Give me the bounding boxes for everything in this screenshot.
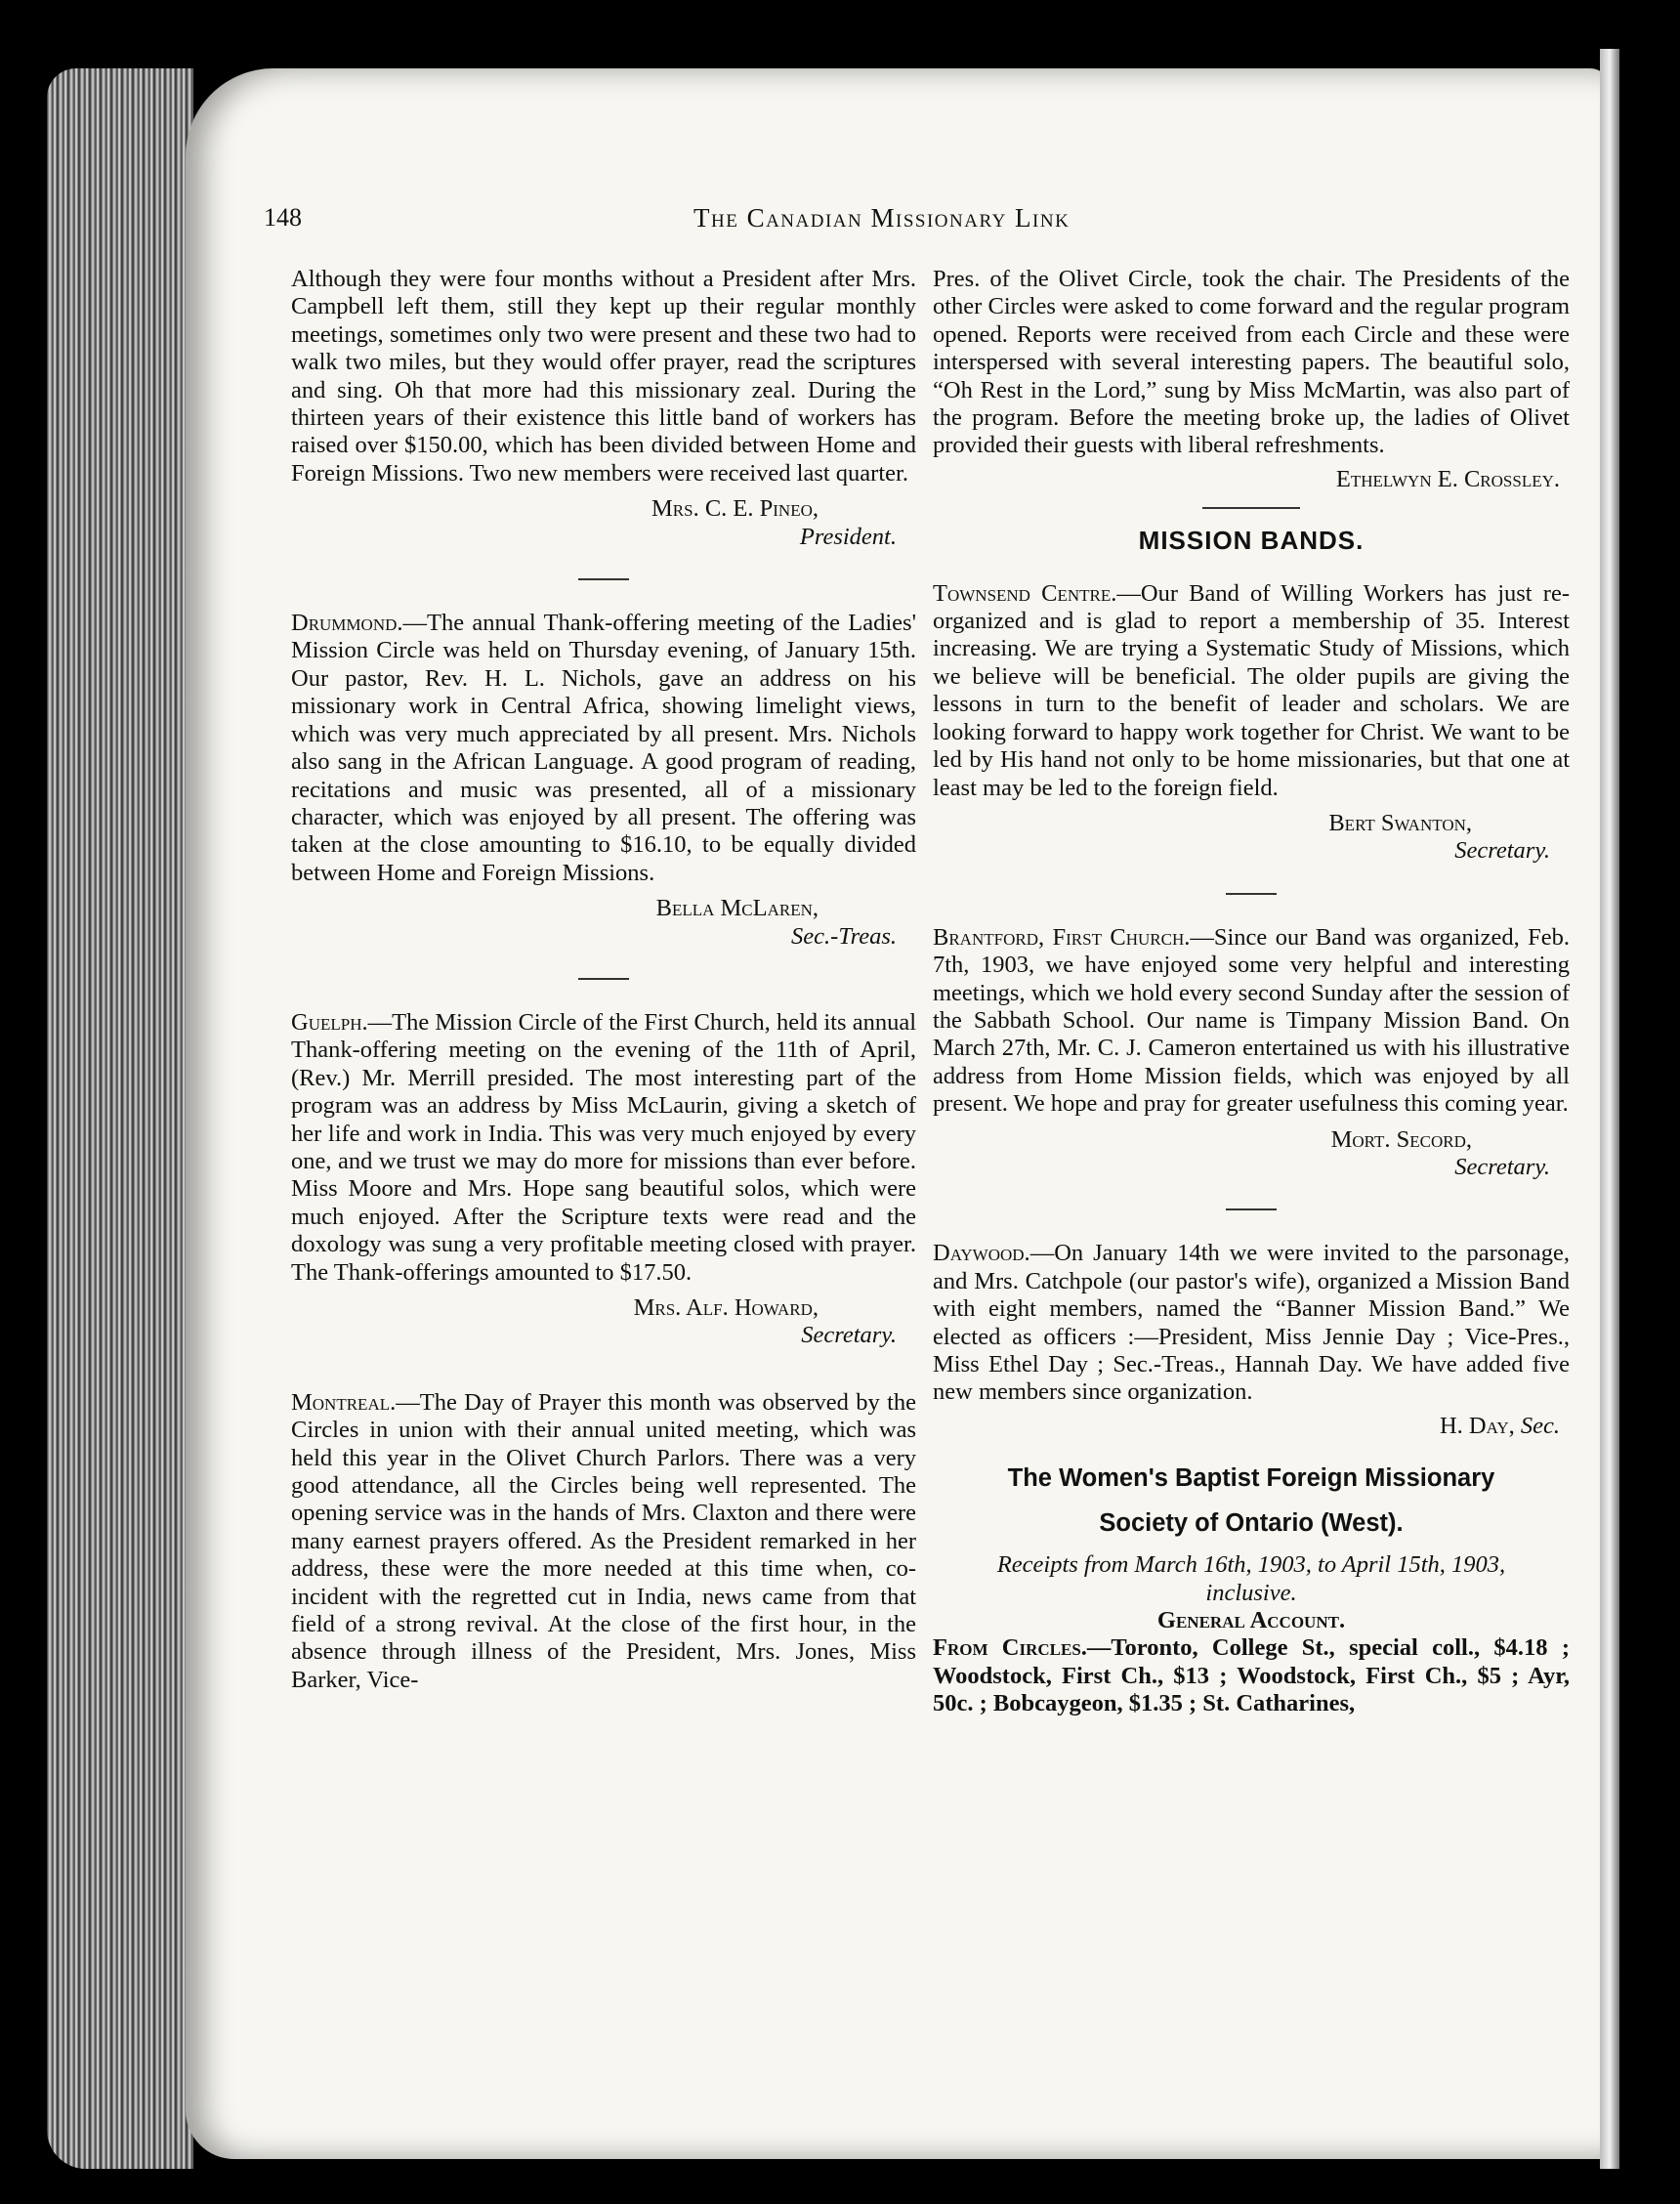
- right-column: [933, 266, 1570, 1718]
- society-heading: [933, 1456, 1570, 1546]
- report-paragraph: [933, 580, 1570, 802]
- society-heading-line: The Women's Baptist Foreign Missionary: [1007, 1464, 1495, 1493]
- signature-name: Mrs. Alf. Howard,: [633, 1294, 819, 1321]
- account-heading: General Account.: [1156, 1607, 1346, 1634]
- report-paragraph: [933, 1240, 1570, 1406]
- report-paragraph: Although they were four months without a President after Mrs. Campbell left them, still they kept up their regular monthly meetings, sometimes only two were present and these two had to walk two miles, but they would offer prayer, read the scriptures and sing. Oh that more had this missionary zeal. During the thirteen years of their existence this little band of workers has raised over $150.00, which has been divided between Home and Foreign Missions. Two new members were received last quarter.: [291, 266, 916, 487]
- report-paragraph: [291, 610, 916, 887]
- receipts-lead: From Circles.: [933, 1634, 1087, 1662]
- report-body: —The Day of Prayer this month was observed by the Circles in union with their annual united meeting, which was held this year in the Olivet Church Parlors. There was a very good attendance, all the Circles being well represented. The opening service was in the hands of Mrs. Claxton and there were many earnest prayers offered. As the President remarked in her address, these were the more needed at this time when, co-incident with the regretted cut in India, news came from that field of a strong revival. At the close of the first hour, in the absence through illness of the President, Mrs. Jones, Miss Barker, Vice-: [291, 1388, 916, 1693]
- left-column: [291, 266, 916, 1694]
- signature-role: Secretary.: [801, 1322, 897, 1349]
- receipts-paragraph: [933, 1634, 1570, 1717]
- running-head: [264, 203, 1533, 242]
- separator-rule: [578, 978, 629, 980]
- signature-line: [933, 1413, 1570, 1440]
- signature-role: President.: [799, 523, 897, 550]
- book-right-edge: [1600, 49, 1619, 2169]
- signature-role: Secretary.: [1454, 1153, 1550, 1180]
- separator-rule: [1226, 893, 1277, 895]
- report-body: —On January 14th we were invited to the parsonage, and Mrs. Catchpole (our pastor's wife), organized a Mission Band with eight members, named the “Banner Mission Band.” We elected as officers :—President, Miss Jennie Day ; Vice-Pres., Miss Ethel Day ; Sec.-Treas., Hannah Day. We have added five new members since organization.: [933, 1240, 1570, 1406]
- signature-name: Mrs. C. E. Pineo,: [651, 495, 819, 523]
- report-body: —Since our Band was organized, Feb. 7th, 1903, we have enjoyed some very helpful and interesting meetings, which we hold every second Sunday after the session of the Sabbath School. Our name is Timpany Mission Band. On March 27th, Mr. C. J. Cameron entertained us with his illustrative address from Home Mission fields, which was enjoyed by all present. We hope and pray for greater usefulness this coming year.: [933, 923, 1571, 1118]
- signature-name: Bert Swanton,: [1328, 809, 1472, 836]
- book-page-edges: [47, 68, 193, 2169]
- signature-name: Ethelwyn E. Crossley.: [1335, 465, 1560, 492]
- receipts-body: —Toronto, College St., special coll., $4.18 ; Woodstock, First Ch., $13 ; Woodstock, First Ch., $5 ; Ayr, 50c. ; Bobcaygeon, $1.35 ; St. Catharines,: [933, 1634, 1570, 1717]
- signature-role: Sec.: [1520, 1412, 1560, 1439]
- spacer: [291, 1350, 916, 1389]
- report-lead: Guelph.: [291, 1008, 368, 1036]
- report-paragraph: [291, 1009, 916, 1287]
- section-heading: MISSION BANDS.: [1138, 526, 1365, 556]
- society-heading-line: Society of Ontario (West).: [1099, 1509, 1404, 1538]
- report-lead: Montreal.: [291, 1388, 397, 1416]
- receipts-line: inclusive.: [1205, 1579, 1297, 1606]
- separator-rule: [578, 578, 629, 580]
- signature-role: Sec.-Treas.: [791, 922, 897, 950]
- report-paragraph: Pres. of the Olivet Circle, took the chair. The Presidents of the other Circles were asked to come forward and the regular program opened. Reports were received from each Circle and these were interspersed with several interesting papers. The beautiful solo, “Oh Rest in the Lord,” sung by Miss McMartin, was also part of the program. Before the meeting broke up, the ladies of Olivet provided their guests with liberal refreshments.: [933, 266, 1570, 459]
- signature-name: Mort. Secord,: [1330, 1125, 1472, 1153]
- report-body: —The Mission Circle of the First Church, held its annual Thank-offering meeting on the evening of the 11th of April, (Rev.) Mr. Merrill presided. The most interesting part of the program was an address by Miss McLaurin, giving a sketch of her life and work in India. This was very much enjoyed by every one, and we trust we may do more for missions than ever before. Miss Moore and Mrs. Hope sang beautiful solos, which were much enjoyed. After the Scripture texts were read and the doxology was sung a very profitable meeting closed with prayer. The Thank-offerings amounted to $17.50.: [291, 1008, 916, 1286]
- signature-name: H. Day,: [1439, 1412, 1515, 1439]
- report-body: —The annual Thank-offering meeting of the Ladies' Mission Circle was held on Thursday evening, of January 15th. Our pastor, Rev. H. L. Nichols, gave an address on his missionary work in Central Africa, showing limelight views, which was very much appreciated by all present. Mrs. Nichols also sang in the African Language. A good program of reading, recitations and music was presented, all of a missionary character, which was enjoyed by all present. The offering was taken at the close amounting to $16.10, to be equally divided between Home and Foreign Missions.: [291, 610, 916, 886]
- separator-rule: [1202, 507, 1300, 509]
- page-number: 148: [264, 203, 302, 232]
- separator-rule: [1226, 1208, 1277, 1210]
- journal-title: The Canadian Missionary Link: [693, 203, 1071, 233]
- report-paragraph: [933, 924, 1570, 1119]
- report-lead: Drummond.: [291, 610, 403, 637]
- report-lead: Townsend Centre.: [933, 579, 1117, 607]
- report-lead: Brantford, First Church.: [933, 923, 1191, 951]
- signature-role: Secretary.: [1454, 837, 1550, 865]
- receipts-line: Receipts from March 16th, 1903, to April 15th, 1903,: [996, 1551, 1506, 1579]
- report-paragraph: [291, 1389, 916, 1694]
- report-body: —Our Band of Willing Workers has just re-organized and is glad to report a membership of 35. Interest increasing. We are trying a Systematic Study of Missions, which we believe will be beneficial. The older pupils are giving the lessons in turn to the benefit of leader and scholars. We are looking forward to happy work together for Christ. We want to be led by His hand not only to be home missionaries, but that one at least may be led to the foreign field.: [933, 579, 1570, 801]
- report-lead: Daywood.: [933, 1240, 1030, 1267]
- signature-name: Bella McLaren,: [655, 895, 819, 922]
